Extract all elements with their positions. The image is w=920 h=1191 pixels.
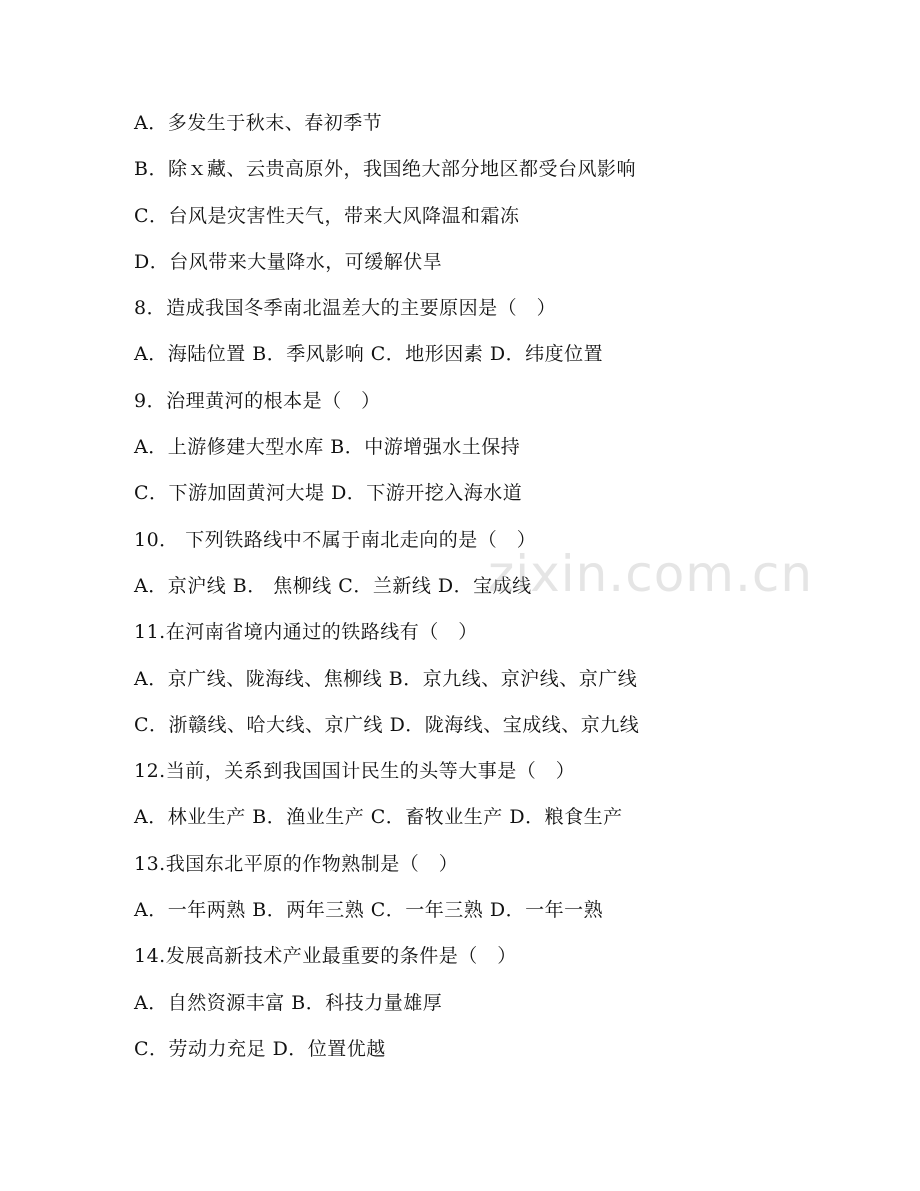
option-line-a: A．多发生于秋末、春初季节: [134, 112, 383, 134]
question-9: 9．治理黄河的根本是（ ）: [134, 389, 381, 412]
question-14: 14.发展高新技术产业最重要的条件是（ ）: [134, 945, 517, 968]
question-10: 10． 下列铁路线中不属于南北走向的是（ ）: [134, 528, 537, 551]
question-13: 13.我国东北平原的作物熟制是（ ）: [134, 852, 459, 875]
question-12: 12.当前，关系到我国国计民生的头等大事是（ ）: [134, 760, 576, 783]
question-9-options-ab: A．上游修建大型水库 B．中游增强水土保持: [134, 436, 521, 459]
watermark: zixin.com.cn: [488, 545, 814, 603]
option-line-c: C．台风是灾害性天气，带来大风降温和霜冻: [134, 204, 520, 227]
question-8: 8．造成我国冬季南北温差大的主要原因是（ ）: [134, 297, 557, 320]
question-12-options: A．林业生产 B．渔业生产 C．畜牧业生产 D．粮食生产: [134, 806, 623, 829]
option-line-d: D．台风带来大量降水，可缓解伏旱: [134, 250, 443, 273]
question-8-options: A．海陆位置 B．季风影响 C．地形因素 D．纬度位置: [134, 343, 604, 366]
question-14-options-cd: C．劳动力充足 D．位置优越: [134, 1037, 386, 1060]
question-10-options: A．京沪线 B． 焦柳线 C．兰新线 D．宝成线: [134, 574, 532, 597]
question-11: 11.在河南省境内通过的铁路线有（ ）: [134, 621, 478, 644]
question-9-options-cd: C．下游加固黄河大堤 D．下游开挖入海水道: [134, 482, 523, 505]
option-line-b: B．除ｘ藏、云贵高原外，我国绝大部分地区都受台风影响: [134, 158, 636, 181]
question-14-options-ab: A．自然资源丰富 B．科技力量雄厚: [134, 991, 443, 1014]
question-text-block: [134, 106, 854, 1078]
question-11-options-ab: A．京广线、陇海线、焦柳线 B．京九线、京沪线、京广线: [134, 667, 638, 690]
question-13-options: A．一年两熟 B．两年三熟 C．一年三熟 D．一年一熟: [134, 899, 604, 922]
question-11-options-cd: C．浙赣线、哈大线、京广线 D．陇海线、宝成线、京九线: [134, 713, 640, 736]
